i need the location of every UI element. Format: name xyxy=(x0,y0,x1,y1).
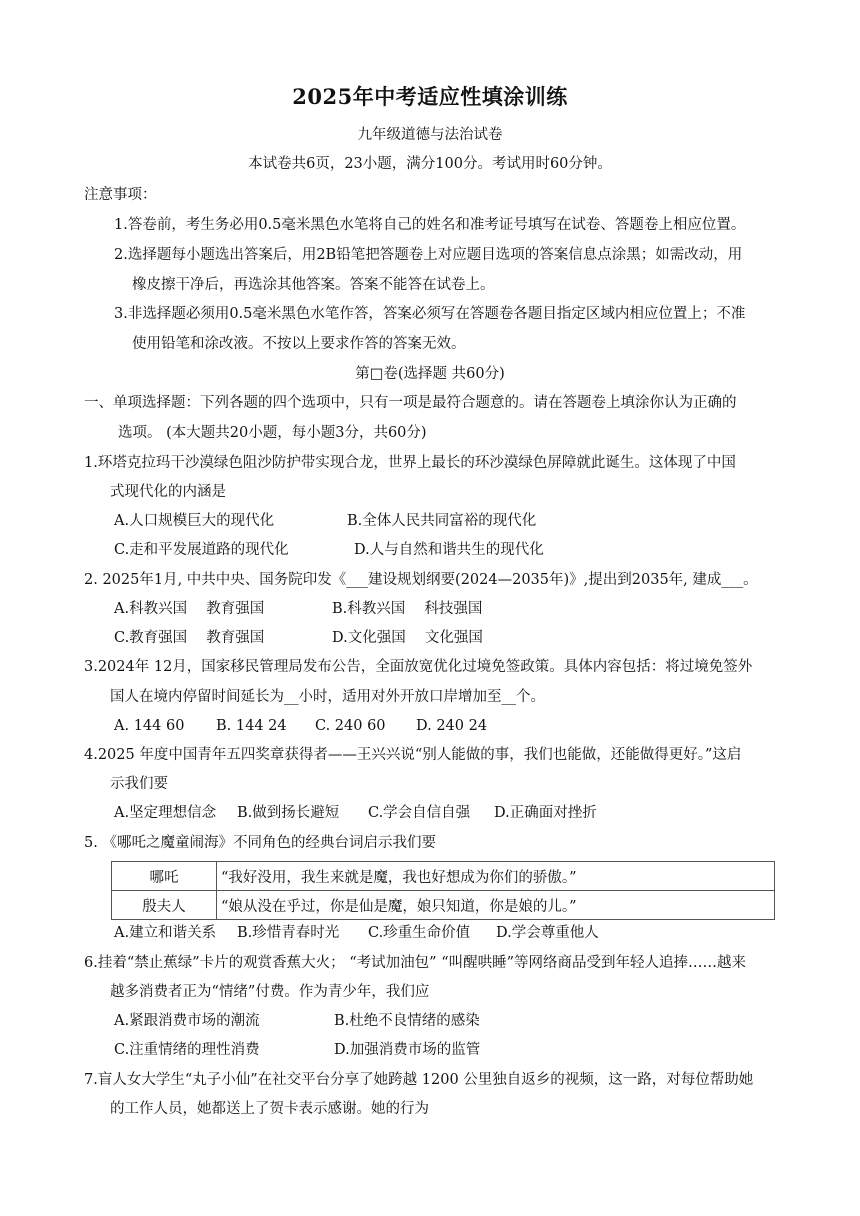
question-6-stem-line-2: 越多消费者正为“情绪”付费。作为青少年，我们应 xyxy=(110,984,430,1000)
question-2-option-a: A.科教兴国 教育强国 xyxy=(114,601,265,617)
question-3-stem-line-2: 国人在境内停留时间延长为__小时，适用对外开放口岸增加至__个。 xyxy=(110,689,545,705)
question-1-option-d: D.人与自然和谐共生的现代化 xyxy=(354,542,544,558)
question-6-option-a: A.紧跟消费市场的潮流 xyxy=(114,1013,260,1029)
section-title: 第□卷(选择题 共60分) xyxy=(355,366,505,382)
note-2-line-1: 2.选择题每小题选出答案后，用2B铅笔把答题卷上对应题目选项的答案信息点涂黑；如需改动，用 xyxy=(114,247,743,263)
exam-info: 本试卷共6页，23小题，满分100分。考试用时60分钟。 xyxy=(248,156,612,172)
question-1-option-a: A.人口规模巨大的现代化 xyxy=(114,513,275,529)
note-3-line-1: 3.非选择题必须用0.5毫米黑色水笔作答，答案必须写在答题卷各题目指定区域内相应位置上；不准 xyxy=(114,306,746,322)
quote-speaker: 哪吒 xyxy=(112,862,217,891)
section-instruction-line-1: 一、单项选择题：下列各题的四个选项中，只有一项是最符合题意的。请在答题卷上填涂你认为正确的 xyxy=(84,395,737,411)
question-6-option-c: C.注重情绪的理性消费 xyxy=(114,1042,260,1058)
question-4-option-a: A.坚定理想信念 xyxy=(114,805,217,821)
question-4-stem-line-1: 4.2025 年度中国青年五四奖章获得者——王兴兴说“别人能做的事，我们也能做，还能做得更好。”这启 xyxy=(84,747,742,763)
question-3-stem-line-1: 3.2024年 12月，国家移民管理局发布公告，全面放宽优化过境免签政策。具体内容包括：将过境免签外 xyxy=(84,659,753,675)
quote-row xyxy=(112,862,775,891)
question-7-stem-line-2: 的工作人员，她都送上了贺卡表示感谢。她的行为 xyxy=(110,1101,429,1117)
note-1: 1.答卷前，考生务必用0.5毫米黑色水笔将自己的姓名和准考证号填写在试卷、答题卷上相应位置。 xyxy=(114,217,746,233)
question-5-option-d: D.学会尊重他人 xyxy=(496,925,599,941)
question-5-option-c: C.珍重生命价值 xyxy=(368,925,471,941)
question-4-option-d: D.正确面对挫折 xyxy=(494,805,597,821)
question-1-option-b: B.全体人民共同富裕的现代化 xyxy=(347,513,537,529)
question-6-option-b: B.杜绝不良情绪的感染 xyxy=(334,1013,480,1029)
question-3-option-c: C. 240 60 xyxy=(315,718,386,734)
quote-text: “我好没用，我生来就是魔，我也好想成为你们的骄傲。” xyxy=(217,862,775,891)
question-2-option-c: C.教育强国 教育强国 xyxy=(114,630,265,646)
question-6-stem-line-1: 6.挂着“禁止蕉绿”卡片的观赏香蕉大火； “考试加油包” “叫醒哄睡”等网络商品受到年轻人追捧……越来 xyxy=(84,955,747,971)
question-5-option-a: A.建立和谐关系 xyxy=(114,925,217,941)
question-3-option-d: D. 240 24 xyxy=(416,718,488,734)
exam-subtitle: 九年级道德与法治试卷 xyxy=(357,127,503,143)
question-2-option-d: D.文化强国 文化强国 xyxy=(332,630,483,646)
question-4-stem-line-2: 示我们要 xyxy=(110,776,168,792)
question-1-stem-line-1: 1.环塔克拉玛干沙漠绿色阻沙防护带实现合龙，世界上最长的环沙漠绿色屏障就此诞生。这体现了中国 xyxy=(84,455,736,471)
question-1-option-c: C.走和平发展道路的现代化 xyxy=(114,542,289,558)
question-1-stem-line-2: 式现代化的内涵是 xyxy=(110,484,226,500)
notes-heading: 注意事项： xyxy=(84,187,157,203)
quote-text: “娘从没在乎过，你是仙是魔，娘只知道，你是娘的儿。” xyxy=(217,891,775,920)
section-instruction-line-2: 选项。 (本大题共20小题，每小题3分，共60分) xyxy=(118,425,427,441)
quote-speaker: 殷夫人 xyxy=(112,891,217,920)
question-5-stem: 5. 《哪吒之魔童闹海》不同角色的经典台词启示我们要 xyxy=(84,835,436,851)
question-6-option-d: D.加强消费市场的监管 xyxy=(334,1042,481,1058)
question-3-option-a: A. 144 60 xyxy=(114,718,185,734)
question-5-option-b: B.珍惜青春时光 xyxy=(237,925,340,941)
quote-row xyxy=(112,891,775,920)
question-4-option-b: B.做到扬长避短 xyxy=(237,805,340,821)
note-2-line-2: 橡皮擦干净后，再选涂其他答案。答案不能答在试卷上。 xyxy=(132,277,495,293)
question-7-stem-line-1: 7.盲人女大学生“丸子小仙”在社交平台分享了她跨越 1200 公里独自返乡的视频，这一路，对每位帮助她 xyxy=(84,1072,754,1088)
exam-title: 2025年中考适应性填涂训练 xyxy=(292,84,568,109)
question-3-option-b: B. 144 24 xyxy=(216,718,287,734)
note-3-line-2: 使用铅笔和涂改液。不按以上要求作答的答案无效。 xyxy=(132,336,466,352)
question-4-option-c: C.学会自信自强 xyxy=(368,805,471,821)
quote-table xyxy=(111,861,775,920)
question-2-option-b: B.科教兴国 科技强国 xyxy=(332,601,483,617)
question-2-stem: 2. 2025年1月, 中共中央、国务院印发《___建设规划纲要(2024—2035年)》,提出到2035年, 建成___。 xyxy=(84,572,758,588)
